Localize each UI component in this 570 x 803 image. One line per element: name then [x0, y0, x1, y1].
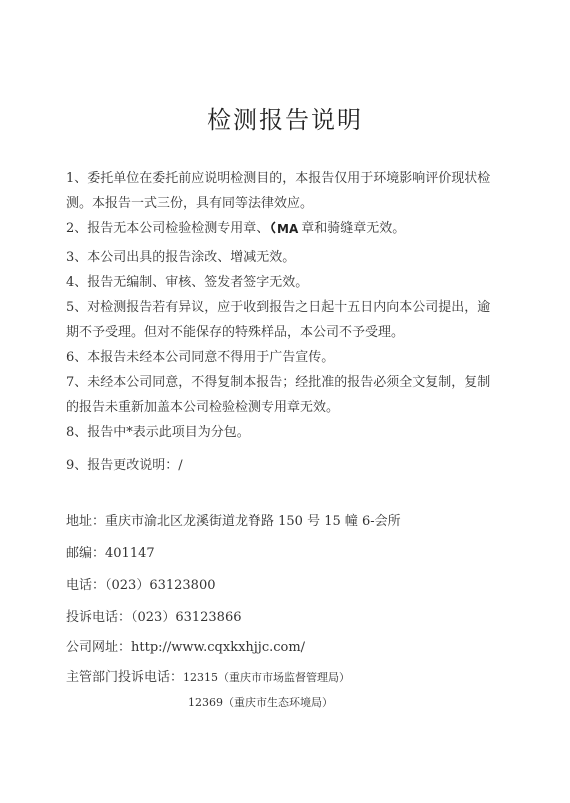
- note-7-line-1: 7、未经本公司同意，不得复制本报告；经批准的报告必须全文复制，复制: [66, 375, 491, 390]
- notes-section: [66, 166, 516, 478]
- complaint-phone: 投诉电话：（023）63123866: [66, 610, 242, 625]
- address: 地址：重庆市渝北区龙溪街道龙脊路 150 号 15 幢 6-会所: [66, 514, 401, 529]
- note-7-line-2: 的报告未重新加盖本公司检验检测专用章无效。: [66, 400, 340, 415]
- note-6: 6、本报告未经本公司同意不得用于广告宣传。: [66, 350, 335, 365]
- dept-phone-2: 12369（重庆市生态环境局）: [188, 696, 333, 709]
- dept-complaint: [66, 666, 350, 685]
- phone: 电话：（023）63123800: [66, 578, 216, 593]
- page-title: 检测报告说明: [207, 106, 363, 134]
- note-8: 8、报告中*表示此项目为分包。: [66, 425, 250, 440]
- note-2-suffix: 章和骑缝章无效。: [301, 221, 406, 236]
- cma-logo-icon: [271, 220, 299, 245]
- note-1-line-2: 测。本报告一式三份，具有同等法律效应。: [66, 196, 314, 211]
- note-5-line-2: 期不予受理。但对不能保存的特殊样品，本公司不予受理。: [66, 325, 405, 340]
- note-5-line-1: 5、对检测报告若有异议，应于收到报告之日起十五日内向本公司提出，逾: [66, 300, 491, 315]
- postcode: 邮编：401147: [66, 546, 155, 561]
- note-4: 4、报告无编制、审核、签发者签字无效。: [66, 275, 309, 290]
- website: 公司网址：http://www.cqxkxhjjc.com/: [66, 640, 306, 655]
- note-2: [66, 216, 516, 245]
- note-9: 9、报告更改说明：/: [66, 458, 183, 473]
- note-1-line-1: 1、委托单位在委托前应说明检测目的，本报告仅用于环境影响评价现状检: [66, 171, 491, 186]
- note-3: 3、本公司出具的报告涂改、增减无效。: [66, 250, 296, 265]
- dept-phone-1: 12315（重庆市市场监督管理局）: [183, 671, 351, 684]
- note-2-prefix: 2、报告无本公司检验检测专用章、: [66, 221, 270, 236]
- dept-label: 主管部门投诉电话：: [66, 670, 184, 685]
- svg-text:MA: MA: [277, 222, 299, 236]
